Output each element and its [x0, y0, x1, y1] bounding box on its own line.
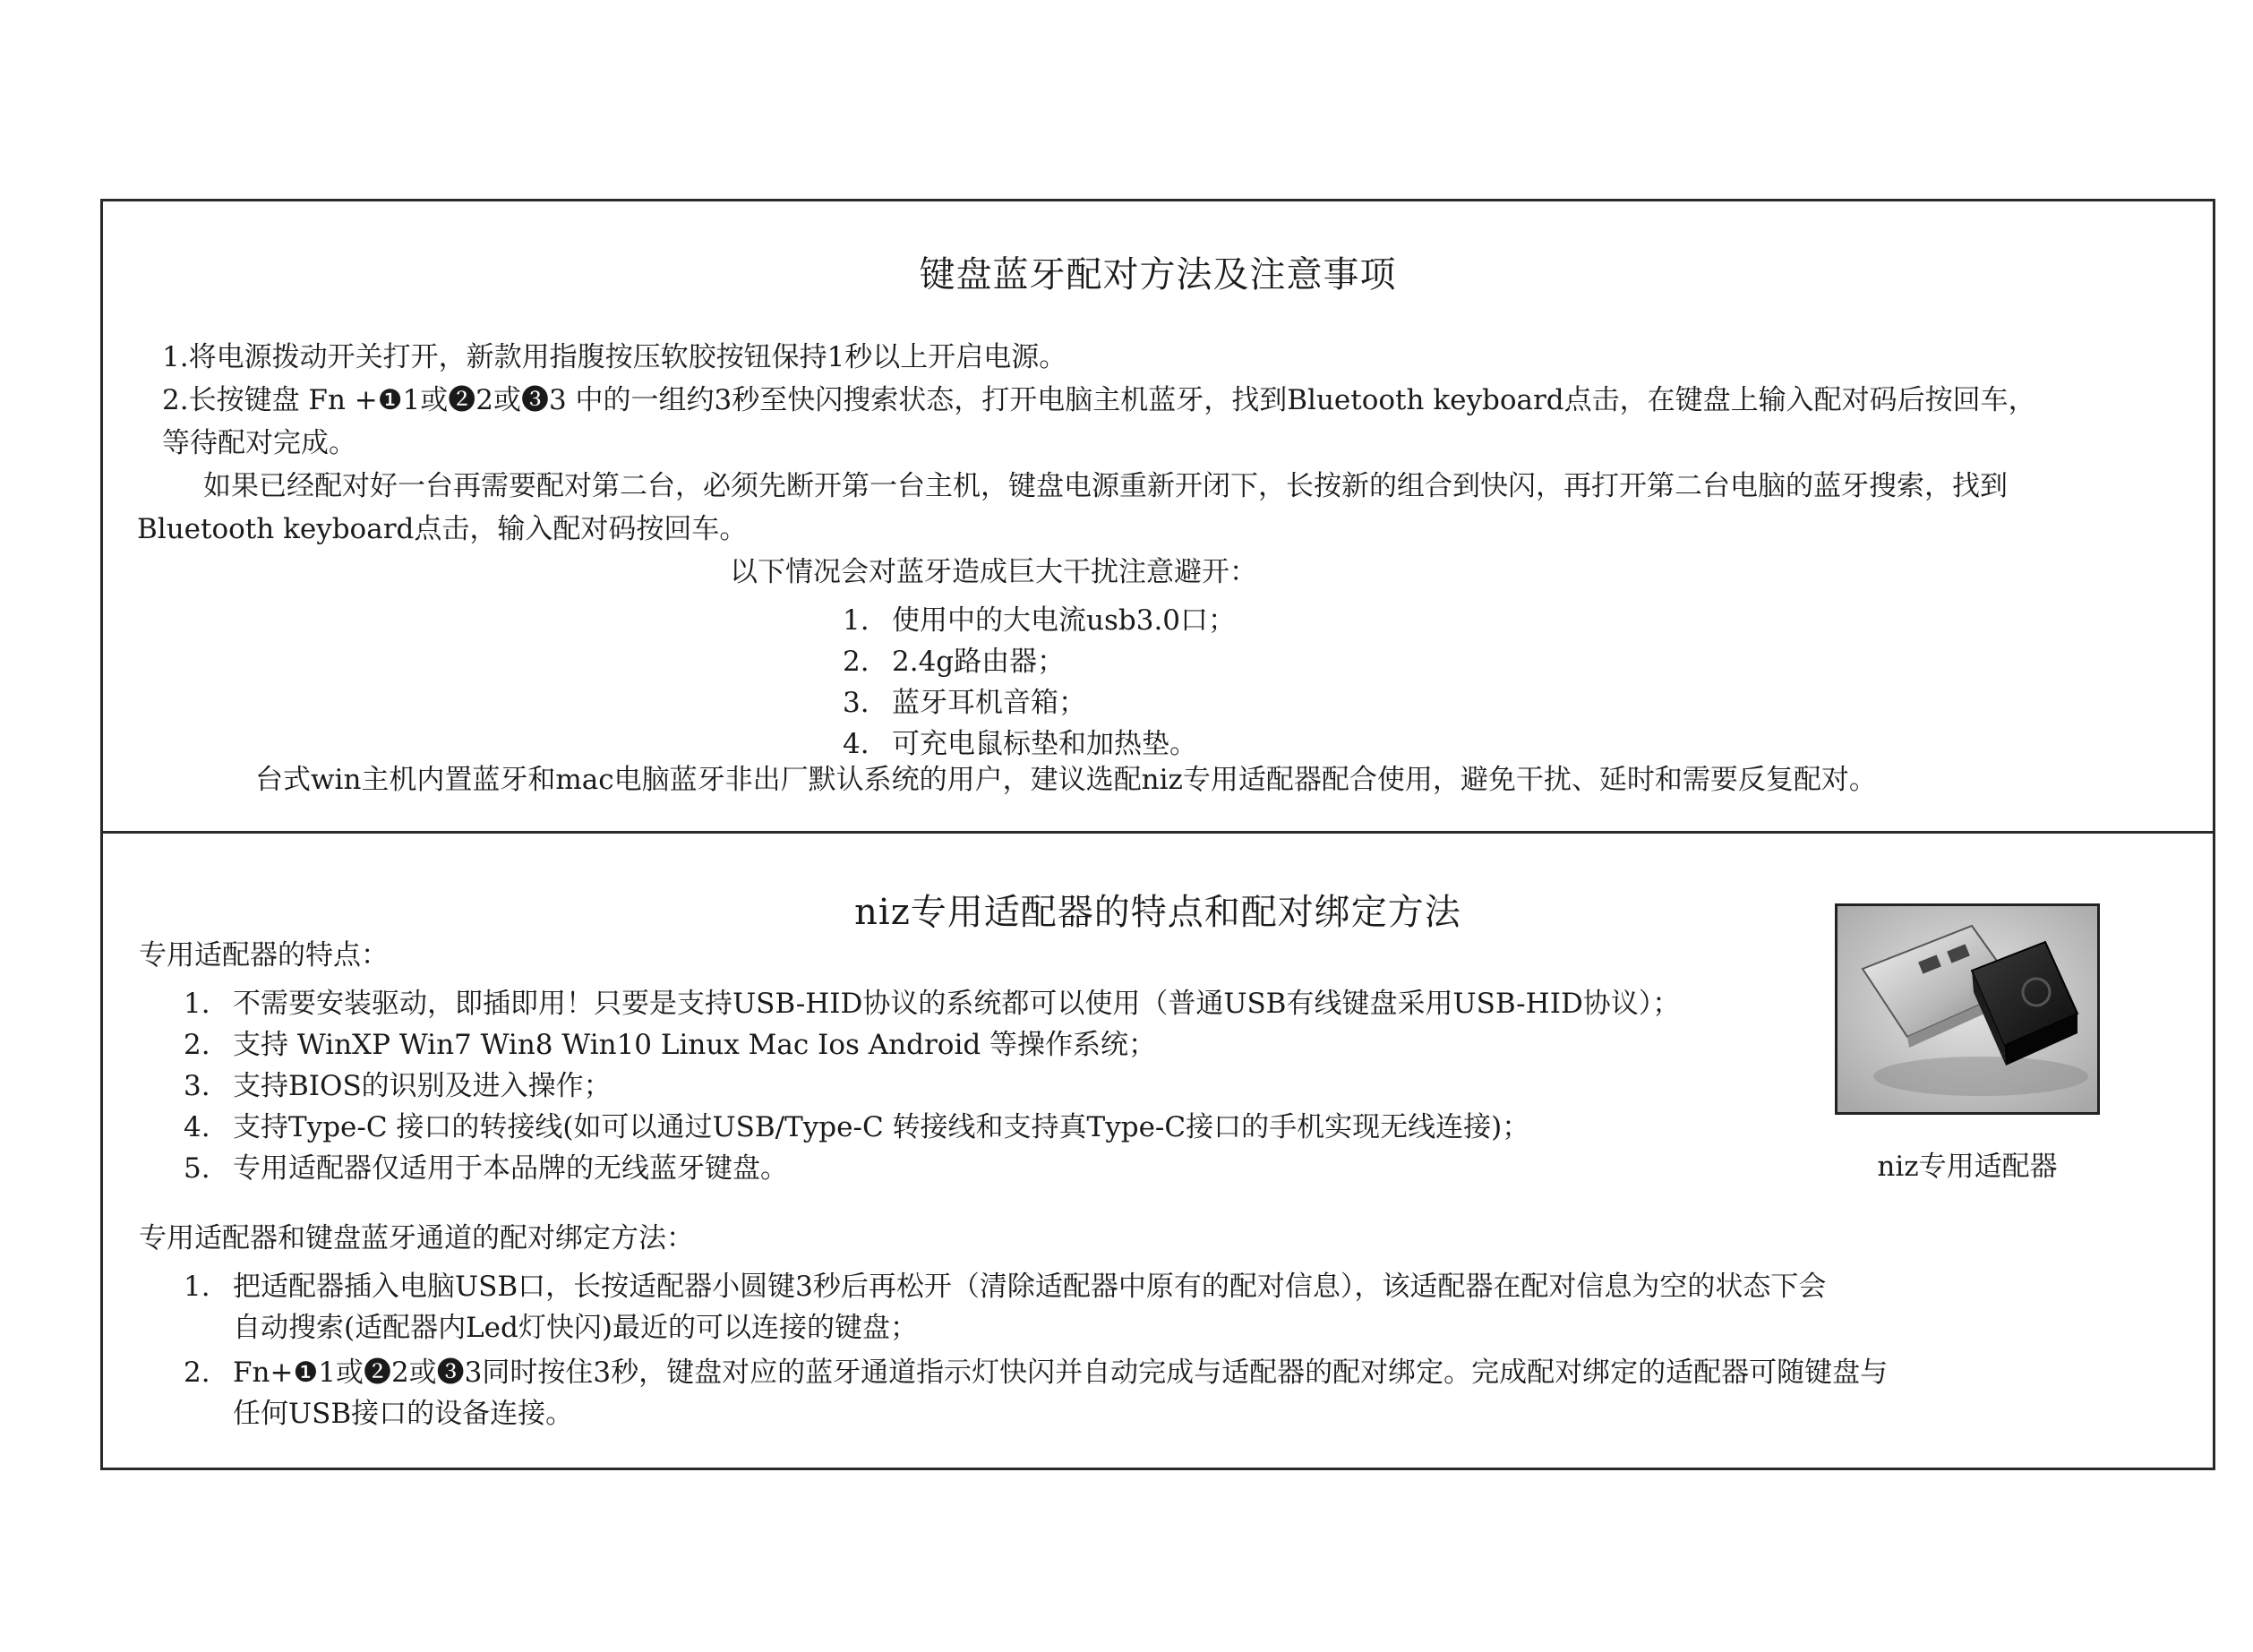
features-heading: 专用适配器的特点： — [139, 939, 389, 972]
step2-text-line2: 等待配对完成。 — [162, 427, 356, 459]
feature-item — [184, 1063, 612, 1103]
pairing-heading: 专用适配器和键盘蓝牙通道的配对绑定方法： — [139, 1222, 694, 1254]
step1-text: 1.将电源拨动开关打开，新款用指腹按压软胶按钮保持1秒以上开启电源。 — [162, 341, 1067, 373]
item-number: 4. — [843, 728, 870, 760]
second-host-note-line1: 如果已经配对好一台再需要配对第二台，必须先断开第一台主机，键盘电源重新开闭下，长按新的组合到快闪，再打开第二台电脑的蓝牙搜索，找到 — [203, 470, 2008, 502]
usb-adapter-icon — [1838, 906, 2097, 1112]
interference-item — [843, 721, 1197, 761]
photo-caption: niz专用适配器 — [1877, 1151, 2058, 1183]
item-text: 不需要安装驱动，即插即用！只要是支持USB-HID协议的系统都可以使用（普通USB有线键盘采用USB-HID协议）； — [233, 988, 1681, 1020]
interference-item — [843, 597, 1236, 638]
interference-heading: 以下情况会对蓝牙造成巨大干扰注意避开： — [730, 556, 1257, 588]
section-divider — [103, 831, 2213, 834]
item-number: 2. — [843, 646, 870, 678]
second-host-note-line2: Bluetooth keyboard点击，输入配对码按回车。 — [137, 513, 748, 545]
item-number: 3. — [184, 1070, 210, 1102]
pairing-step-continuation: 自动搜索(适配器内Led灯快闪)最近的可以连接的键盘； — [233, 1312, 918, 1344]
item-text: 支持Type-C 接口的转接线(如可以通过USB/Type-C 转接线和支持真Type-C接口的手机实现无线连接)； — [233, 1111, 1530, 1143]
feature-item — [184, 1104, 1529, 1144]
item-text: 支持 WinXP Win7 Win8 Win10 Linux Mac Ios Android 等操作系统； — [233, 1029, 1157, 1061]
item-text: 支持BIOS的识别及进入操作； — [233, 1070, 612, 1102]
item-text: 专用适配器仅适用于本品牌的无线蓝牙键盘。 — [233, 1152, 788, 1185]
item-number: 1. — [184, 1271, 210, 1303]
item-text: 可充电鼠标垫和加热垫。 — [892, 728, 1197, 760]
item-number: 4. — [184, 1111, 210, 1143]
section1-title: 键盘蓝牙配对方法及注意事项 — [919, 254, 1397, 295]
item-text: Fn+❶1或❷2或❸3同时按住3秒，键盘对应的蓝牙通道指示灯快闪并自动完成与适配器的配对绑定。完成配对绑定的适配器可随键盘与 — [233, 1357, 1889, 1389]
feature-item — [184, 980, 1680, 1021]
item-number: 3. — [843, 687, 870, 719]
interference-item — [843, 680, 1086, 720]
item-number: 1. — [843, 604, 870, 637]
item-number: 1. — [184, 988, 210, 1020]
adapter-recommendation: 台式win主机内置蓝牙和mac电脑蓝牙非出厂默认系统的用户，建议选配niz专用适配器配合使用，避免干扰、延时和需要反复配对。 — [255, 764, 1877, 796]
instruction-sheet — [100, 199, 2215, 1470]
pairing-step — [184, 1263, 1826, 1304]
item-number: 2. — [184, 1029, 210, 1061]
interference-item — [843, 638, 1065, 679]
pairing-step — [184, 1349, 1888, 1390]
item-number: 5. — [184, 1152, 210, 1185]
pairing-step-continuation: 任何USB接口的设备连接。 — [233, 1398, 574, 1430]
feature-item — [184, 1145, 788, 1186]
item-text: 2.4g路由器； — [892, 646, 1066, 678]
step2-text-line1: 2.长按键盘 Fn +❶1或❷2或❸3 中的一组约3秒至快闪搜索状态，打开电脑主机蓝牙，找到Bluetooth keyboard点击，在键盘上输入配对码后按回车， — [162, 384, 2036, 416]
item-text: 蓝牙耳机音箱； — [892, 687, 1086, 719]
feature-item — [184, 1022, 1156, 1062]
item-text: 使用中的大电流usb3.0口； — [892, 604, 1237, 637]
item-number: 2. — [184, 1357, 210, 1389]
item-text: 把适配器插入电脑USB口，长按适配器小圆键3秒后再松开（清除适配器中原有的配对信息），该适配器在配对信息为空的状态下会 — [233, 1271, 1827, 1303]
section2-title: niz专用适配器的特点和配对绑定方法 — [854, 892, 1461, 933]
adapter-photo — [1835, 903, 2100, 1115]
